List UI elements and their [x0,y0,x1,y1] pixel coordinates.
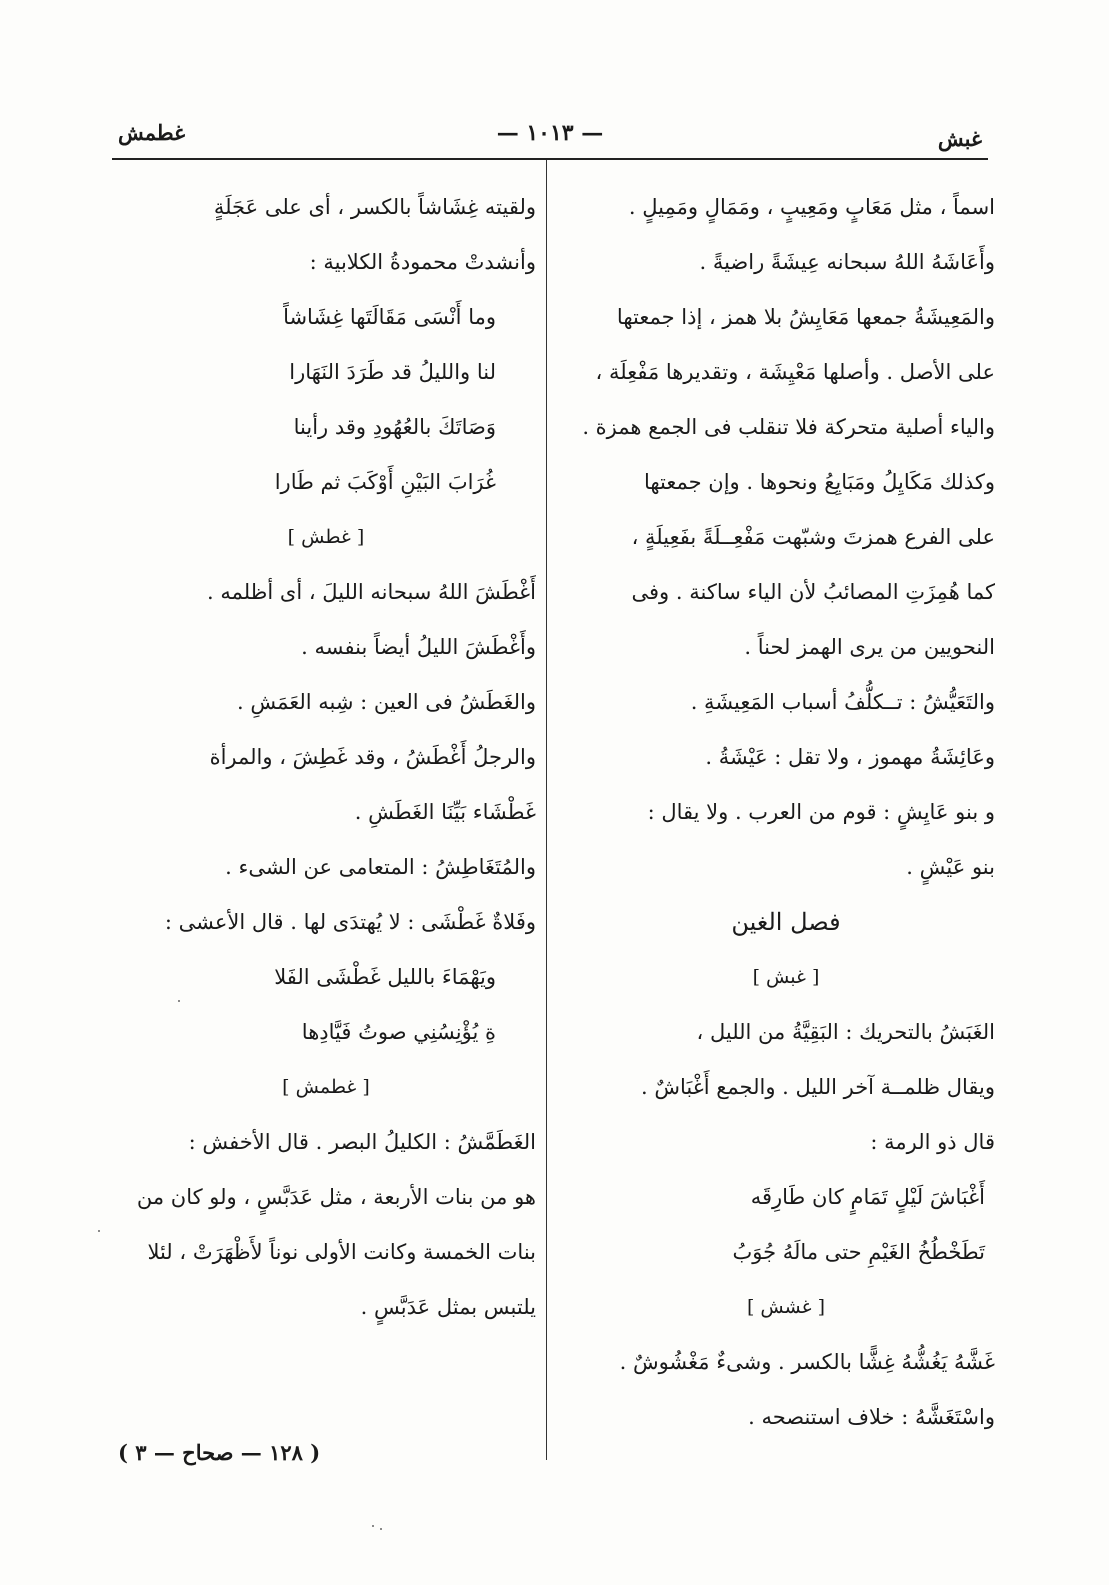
text-line: والتَعَيُّشُ : تــكلُّفُ أسباب المَعِيشَةِ . [690,690,995,714]
text-line: على الأصل . وأصلها مَعْيِشَة ، وتقديرها مَفْعِلَة ، [595,360,995,384]
verse-line: أَغْبَاشَ لَيْلٍ تَمَامٍ كان طَارِقَه [750,1185,985,1209]
text-line: وفَلاةٌ غَطْشَى : لا يُهتدَى لها . قال الأعشى : [164,910,536,934]
header-entry-left: غطمش [118,120,186,145]
page-header [112,118,988,160]
text-line: وأَعَاشَهُ اللهُ سبحانه عِيشَةً راضيةً . [699,250,995,274]
text-line: على الفرع همزتَ وشبّهت مَفْعِــلَةً بفَعِيلَةٍ ، [631,525,995,549]
page-number: — ١٠١٣ — [496,120,604,146]
text-line: ويقال ظلمــة آخر الليل . والجمع أَغْبَاشٌ . [641,1075,995,1099]
paper-speck [372,1525,374,1527]
text-line: واسْتَغَشَّهُ : خلاف استنصحه . [748,1405,995,1429]
column-divider [546,160,547,1460]
text-line: كما هُمِزَتِ المصائبُ لأن الياء ساكنة . وفى [631,580,995,604]
text-line: وكذلك مَكَايِلُ ومَبَايِعُ ونحوها . وإن جمعتها [643,470,995,494]
section-heading: فصل الغين [731,908,841,936]
text-line: أَغْطَشَ اللهُ سبحانه الليلَ ، أى أظلمه . [206,580,536,604]
verse-line: ةِ يُؤْنِسُنِي صوتُ فَيَّادِها [301,1020,496,1044]
text-line: يلتبس بمثل عَدَبَّسٍ . [360,1295,536,1319]
verse-line: وما أَنْسَى مَقَالَتَها غِشَاشاً [283,305,496,329]
entry-heading: [ غبش ] [752,966,820,988]
text-line: والمَعِيشَةُ جمعها مَعَايِشُ بلا همز ، إذا جمعتها [616,305,995,329]
text-line: غَطْشَاء بَيِّنَا الغَطَشِ . [354,800,536,824]
text-line: هو من بنات الأربعة ، مثل عَدَبَّسٍ ، ولو كان من [136,1185,536,1209]
right-column [577,180,995,1445]
paper-speck [380,1528,382,1530]
left-column [116,180,536,1335]
text-line: غَشَّهُ يَغُشُّهُ غِشًّا بالكسر . وشىءٌ مَغْشُوشٌ . [619,1350,995,1374]
header-entry-right: غبش [937,126,982,151]
text-line: و بنو عَايِشٍ : قوم من العرب . ولا يقال : [647,800,995,824]
verse-line: تَطَخْطُخُ الغَيْمِ حتى مالَهُ جُوَبُ [732,1240,985,1264]
text-line: والرجلُ أَغْطَشُ ، وقد غَطِشَ ، والمرأة [209,745,536,769]
text-line: وأنشدتْ محمودةُ الكلابية : [309,250,536,274]
text-line: قال ذو الرمة : [870,1130,995,1154]
entry-heading: [ غطش ] [287,526,365,548]
text-line: بنات الخمسة وكانت الأولى نوناً لأَظْهَرَتْ ، لئلا [147,1240,536,1264]
entry-heading: [ غطمش ] [282,1076,370,1098]
verse-line: وَصَاتَكَ بالعُهُودِ وقد رأينا [293,415,496,439]
text-line: الغَطَمَّشُ : الكليلُ البصر . قال الأخفش : [188,1130,536,1154]
text-line: والمُتَغَاطِشُ : المتعامى عن الشىء . [225,855,536,879]
text-line: ولقيته غِشَاشاً بالكسر ، أى على عَجَلَةٍ [213,195,536,219]
text-line: النحويين من يرى الهمز لحناً . [744,635,995,659]
text-line: وأَغْطَشَ الليلُ أيضاً بنفسه . [301,635,536,659]
paper-speck [98,1230,100,1232]
text-line: بنو عَيْشٍ . [906,855,995,879]
verse-line: لنا والليلُ قد طَرَدَ النَهَارا [289,360,496,384]
page-footer: ( ١٢٨ — صحاح — ٣ ) [118,1440,321,1465]
text-line: الغَبَشُ بالتحريك : البَقِيَّةُ من الليل ، [696,1020,995,1044]
verse-line: ويَهْمَاءَ بالليل غَطْشَى الفَلا [274,965,496,989]
text-line: اسماً ، مثل مَعَابٍ ومَعِيبٍ ، ومَمَالٍ ومَمِيلٍ . [628,195,995,219]
entry-heading: [ غشش ] [746,1296,825,1318]
verse-line: غُرَابَ البَيْنِ أَوْكَبَ ثم طَارا [274,470,496,494]
text-line: والغَطَشُ فى العين : شِبه العَمَشِ . [236,690,536,714]
paper-speck [178,1000,180,1002]
text-line: وعَائِشَةُ مهموز ، ولا تقل : عَيْشَةُ . [705,745,995,769]
text-line: والياء أصلية متحركة فلا تنقلب فى الجمع همزة . [582,415,995,439]
